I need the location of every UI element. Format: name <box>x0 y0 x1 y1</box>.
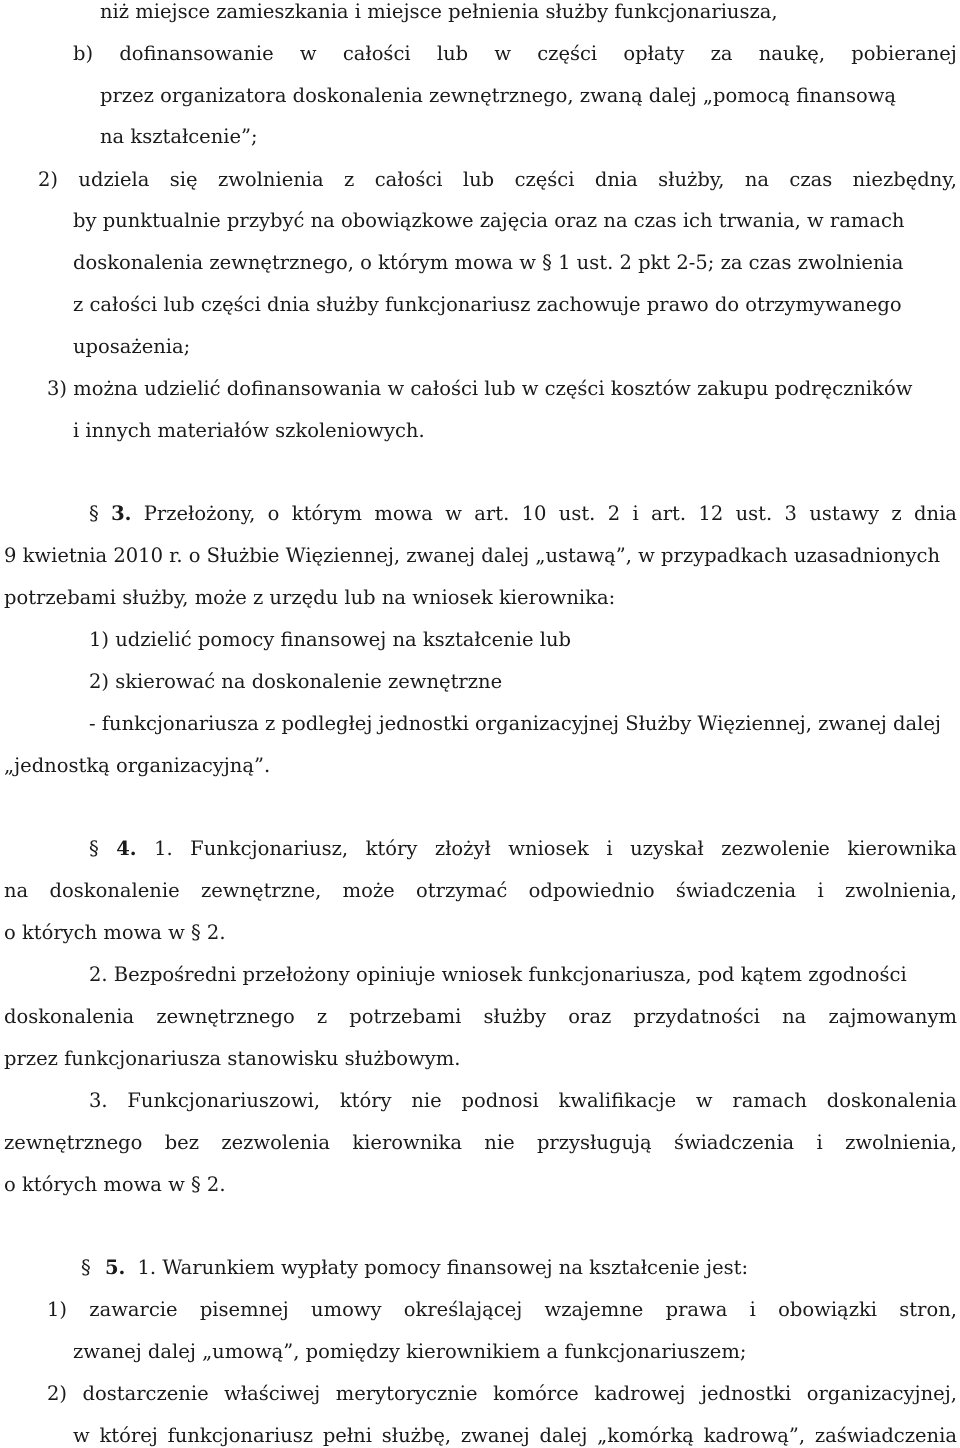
word: za <box>710 42 733 65</box>
word: ustawy <box>809 502 880 525</box>
word: otrzymać <box>416 879 508 902</box>
text-line: przez funkcjonariusza stanowisku służbowym. <box>4 1047 461 1070</box>
word: 2 <box>607 502 621 525</box>
text-line: 2. Bezpośredni przełożony opiniuje wniosek funkcjonariusza, pod kątem zgodności <box>89 963 907 986</box>
text-line: niż miejsce zamieszkania i miejsce pełnienia służby funkcjonariusza, <box>100 0 778 23</box>
word: zawarcie <box>89 1298 178 1321</box>
word: który <box>365 837 418 860</box>
word: Przełożony, <box>143 502 256 525</box>
word: opłaty <box>623 42 685 65</box>
word: na <box>4 879 29 902</box>
word: który <box>339 1089 392 1112</box>
word: właściwej <box>224 1382 321 1405</box>
word: doskonalenie <box>49 879 180 902</box>
word: nie <box>484 1131 515 1154</box>
word: dnia <box>594 168 638 191</box>
text-line-justified <box>73 42 957 66</box>
text-line-justified <box>4 1131 957 1155</box>
word: kierownika <box>847 837 957 860</box>
text-line: i innych materiałów szkoleniowych. <box>73 419 425 442</box>
word: 1. <box>154 837 173 860</box>
word: w <box>73 1424 90 1447</box>
word: służby, <box>658 168 725 191</box>
word: dalej <box>539 1424 588 1447</box>
text-line-justified <box>38 168 957 192</box>
word: świadczenia <box>675 879 797 902</box>
word: dofinansowanie <box>119 42 274 65</box>
text-line-justified <box>47 1298 957 1322</box>
word: części <box>537 42 598 65</box>
word: potrzebami <box>349 1005 462 1028</box>
word: o <box>267 502 280 525</box>
text-line: „jednostką organizacyjną”. <box>4 754 271 777</box>
word: merytorycznie <box>335 1382 478 1405</box>
word: b) <box>73 42 94 65</box>
word: ramach <box>732 1089 807 1112</box>
word: w <box>445 502 462 525</box>
text-line: by punktualnie przybyć na obowiązkowe zajęcia oraz na czas ich trwania, w ramach <box>73 209 905 232</box>
word: obowiązki <box>778 1298 878 1321</box>
word: zaświadczenia <box>814 1424 957 1447</box>
section-sign: § <box>81 1256 91 1279</box>
word: pełni <box>322 1424 372 1447</box>
word: się <box>169 168 198 191</box>
word: w <box>299 42 317 65</box>
text-line-justified <box>89 1089 957 1113</box>
word: zezwolenie <box>721 837 830 860</box>
word: umowy <box>311 1298 382 1321</box>
word: służbę, <box>381 1424 452 1447</box>
word: ust. <box>735 502 773 525</box>
word: komórce <box>493 1382 579 1405</box>
text-line: - funkcjonariusza z podległej jednostki organizacyjnej Służby Więziennej, zwanej dalej <box>89 712 941 735</box>
word: 2) <box>47 1382 68 1405</box>
word: zewnętrznego <box>156 1005 295 1028</box>
word: 1) <box>47 1298 68 1321</box>
word: kierownika <box>352 1131 462 1154</box>
word: funkcjonariusz <box>167 1424 314 1447</box>
word: zajmowanym <box>828 1005 957 1028</box>
word: kadrowej <box>594 1382 686 1405</box>
word: złożył <box>434 837 491 860</box>
text-line: potrzebami służby, może z urzędu lub na wniosek kierownika: <box>4 586 616 609</box>
section-number: 3. <box>111 502 132 525</box>
word: „komórką <box>597 1424 694 1447</box>
word: art. <box>651 502 687 525</box>
word: z <box>891 502 902 525</box>
word: kwalifikacje <box>558 1089 677 1112</box>
word: 10 <box>521 502 547 525</box>
text-line: przez organizatora doskonalenia zewnętrznego, zwaną dalej „pomocą finansową <box>100 84 897 107</box>
text-line-justified <box>73 1424 957 1448</box>
text-line: o których mowa w § 2. <box>4 1173 226 1196</box>
word: udziela <box>78 168 150 191</box>
word: zewnętrznego <box>4 1131 143 1154</box>
word: przysługują <box>536 1131 652 1154</box>
word: na <box>744 168 770 191</box>
word: zwanej <box>460 1424 530 1447</box>
word: uzyskał <box>630 837 704 860</box>
word: prawa <box>665 1298 728 1321</box>
word: podnosi <box>461 1089 539 1112</box>
word: wzajemne <box>544 1298 644 1321</box>
text-line: zwanej dalej „umową”, pomiędzy kierownikiem a funkcjonariuszem; <box>73 1340 747 1363</box>
section-text: 1. Warunkiem wypłaty pomocy finansowej na kształcenie jest: <box>137 1256 749 1279</box>
word: z <box>316 1005 328 1028</box>
text-line-justified <box>4 1005 957 1029</box>
word: Funkcjonariusz, <box>190 837 349 860</box>
word: dostarczenie <box>82 1382 209 1405</box>
word: pobieranej <box>851 42 957 65</box>
word: 12 <box>698 502 724 525</box>
word: i <box>749 1298 756 1321</box>
word: i <box>816 1131 823 1154</box>
word: Funkcjonariuszowi, <box>127 1089 321 1112</box>
word: którym <box>291 502 362 525</box>
word: bez <box>164 1131 199 1154</box>
word: i <box>606 837 613 860</box>
word: określającej <box>403 1298 523 1321</box>
text-line: doskonalenia zewnętrznego, o którym mowa w § 1 ust. 2 pkt 2-5; za czas zwolnienia <box>73 251 904 274</box>
word: w <box>695 1089 713 1112</box>
text-line: 3) można udzielić dofinansowania w całości lub w części kosztów zakupu podręczników <box>47 377 913 400</box>
section-5-first-line <box>81 1256 748 1280</box>
text-line: 1) udzielić pomocy finansowej na kształcenie lub <box>89 628 571 651</box>
word: zwolnienia, <box>845 1131 957 1154</box>
word: może <box>342 879 395 902</box>
text-line-justified <box>4 879 957 903</box>
word: przydatności <box>633 1005 760 1028</box>
word: naukę, <box>758 42 826 65</box>
text-line: o których mowa w § 2. <box>4 921 226 944</box>
word: 2) <box>38 168 59 191</box>
word: wniosek <box>508 837 589 860</box>
word: organizacyjnej, <box>806 1382 957 1405</box>
section-sign: § <box>89 837 99 860</box>
word: art. <box>474 502 510 525</box>
word: której <box>99 1424 158 1447</box>
word: doskonalenia <box>4 1005 135 1028</box>
text-line: na kształcenie”; <box>100 125 258 148</box>
word: zezwolenia <box>221 1131 331 1154</box>
word: jednostki <box>700 1382 792 1405</box>
text-line: uposażenia; <box>73 335 191 358</box>
word: świadczenia <box>673 1131 795 1154</box>
section-number: 4. <box>116 837 137 860</box>
word: doskonalenia <box>826 1089 957 1112</box>
word: dnia <box>914 502 957 525</box>
word: lub <box>436 42 469 65</box>
section-number: 5. <box>104 1256 126 1279</box>
word: całości <box>374 168 443 191</box>
word: zewnętrzne, <box>200 879 322 902</box>
word: odpowiednio <box>528 879 655 902</box>
word: nie <box>411 1089 442 1112</box>
word: i <box>817 879 824 902</box>
word: i <box>632 502 639 525</box>
word: zwolnienia <box>217 168 324 191</box>
word: niezbędny, <box>852 168 957 191</box>
text-line-justified <box>47 1382 957 1406</box>
word: w <box>494 42 512 65</box>
word: całości <box>342 42 411 65</box>
word: zwolnienia, <box>845 879 957 902</box>
word: z <box>344 168 355 191</box>
word: 3. <box>89 1089 108 1112</box>
word: pisemnej <box>199 1298 289 1321</box>
word: lub <box>462 168 495 191</box>
word: mowa <box>374 502 433 525</box>
word: oraz <box>568 1005 612 1028</box>
section-sign: § <box>89 502 99 525</box>
text-line: z całości lub części dnia służby funkcjonariusz zachowuje prawo do otrzymywanego <box>73 293 902 316</box>
section-3-first-line <box>89 502 957 526</box>
word: kadrową”, <box>703 1424 806 1447</box>
word: 3 <box>784 502 797 525</box>
word: służby <box>483 1005 547 1028</box>
word: ust. <box>558 502 596 525</box>
word: na <box>782 1005 807 1028</box>
text-line: 9 kwietnia 2010 r. o Służbie Więziennej, zwanej dalej „ustawą”, w przypadkach uzasadnionych <box>4 544 941 567</box>
text-line: 2) skierować na doskonalenie zewnętrzne <box>89 670 503 693</box>
word: części <box>514 168 575 191</box>
section-4-first-line <box>89 837 957 861</box>
word: stron, <box>899 1298 957 1321</box>
word: czas <box>789 168 833 191</box>
